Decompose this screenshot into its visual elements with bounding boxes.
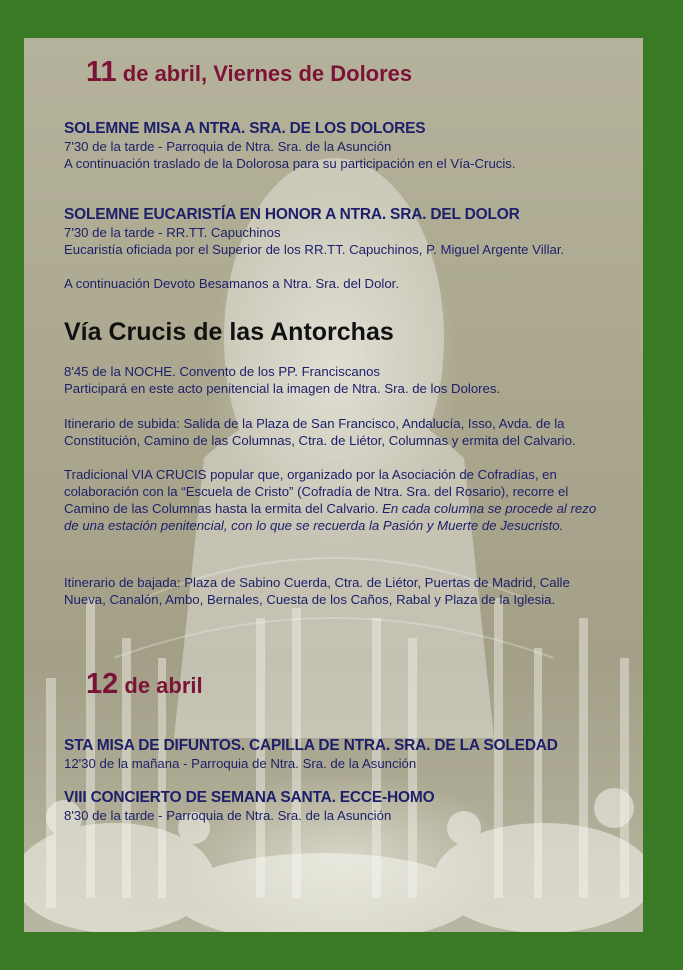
day2-label: de abril: [118, 673, 203, 698]
itinerary-up: Itinerario de subida: Salida de la Plaza de San Francisco, Andalucía, Isso, Avda. de la Constitución, Camino de las Columnas, Ctra. de Liétor, Columnas y ermita del Calvario.: [64, 416, 576, 448]
via-crucis-participation: Participará en este acto penitencial la imagen de Ntra. Sra. de los Dolores.: [64, 381, 501, 396]
via-crucis-description: [64, 466, 604, 534]
day1-number: 11: [86, 56, 117, 88]
event-time-place: 12'30 de la mañana - Parroquia de Ntra. Sra. de la Asunción: [64, 756, 417, 771]
event-time-place: 8'30 de la tarde - Parroquia de Ntra. Sra. de la Asunción: [64, 808, 392, 823]
event-description: A continuación Devoto Besamanos a Ntra. Sra. del Dolor.: [64, 276, 399, 291]
event-title: SOLEMNE EUCARISTÍA EN HONOR A NTRA. SRA. DEL DOLOR: [64, 206, 520, 223]
via-crucis-time-place: 8'45 de la NOCHE. Convento de los PP. Franciscanos: [64, 364, 381, 379]
day2-number: 12: [86, 668, 119, 700]
day1-heading: [86, 56, 412, 89]
event-title: STA MISA DE DIFUNTOS. CAPILLA DE NTRA. SRA. DE LA SOLEDAD: [64, 737, 558, 754]
event-title: SOLEMNE MISA A NTRA. SRA. DE LOS DOLORES: [64, 120, 426, 137]
event-time-place: 7'30 de la tarde - Parroquia de Ntra. Sra. de la Asunción: [64, 139, 392, 154]
event-description: A continuación traslado de la Dolorosa para su participación en el Vía-Crucis.: [64, 156, 516, 171]
itinerary-down: Itinerario de bajada: Plaza de Sabino Cuerda, Ctra. de Liétor, Puertas de Madrid, Calle Nueva, Canalón, Ambo, Bernales, Cuesta de los Caños, Rabal y Plaza de la Iglesia.: [64, 575, 570, 607]
day2-heading: [86, 668, 203, 701]
event-title: VIII CONCIERTO DE SEMANA SANTA. ECCE-HOMO: [64, 789, 435, 806]
event-description: Eucaristía oficiada por el Superior de los RR.TT. Capuchinos, P. Miguel Argente Villar.: [64, 242, 565, 257]
program-page: [24, 38, 643, 932]
day1-label: de abril, Viernes de Dolores: [116, 61, 413, 86]
via-crucis-heading: Vía Crucis de las Antorchas: [64, 318, 394, 346]
via-crucis-description-text: Tradicional VIA CRUCIS popular que, organizado por la Asociación de Cofradías, en colaboración con la “Escuela de Cristo” (Cofradía de Ntra. Sra. del Rosario), recorre el Camino de las Columnas hasta la ermita del Calvario.: [64, 467, 569, 516]
program-content: [24, 38, 643, 932]
event-time-place: 7'30 de la tarde - RR.TT. Capuchinos: [64, 225, 281, 240]
via-crucis-description-italic: En cada columna se procede al rezo de una estación penitencial, con lo que se recuerda la Pasión y Muerte de Jesucristo.: [64, 501, 597, 533]
